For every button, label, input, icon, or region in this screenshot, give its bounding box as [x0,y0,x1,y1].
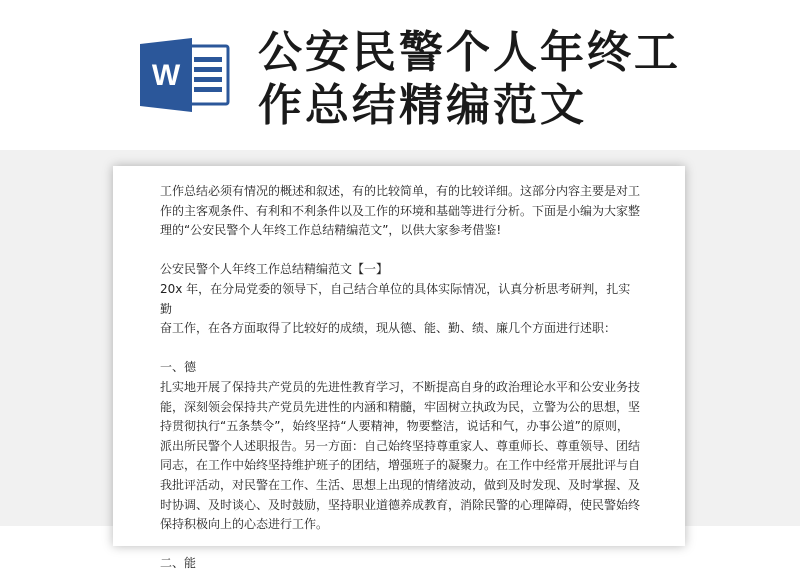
paragraph-line: 20x 年，在分局党委的领导下，自己结合单位的具体实际情况，认真分析思考研判，扎实勤 [160,281,631,316]
intro-line: 理的“公安民警个人年终工作总结精编范文”，以供大家参考借鉴! [160,223,502,238]
title-line-2: 作总结精编范文 [258,80,587,131]
section-heading: 一、德 [160,360,197,375]
title-line-1: 公安民警个人年终工 [258,27,681,78]
paragraph-line: 持贯彻执行“五条禁令”，始终坚持“人要精神，物要整洁，说话和气，办事公道”的原则， [160,419,629,434]
paragraph-line: 时协调、及时谈心、及时鼓励，坚持职业道德养成教育，消除民警的心理障碍，使民警始终 [160,497,641,512]
microsoft-word-icon [140,38,232,112]
paragraph-line: 保持积极向上的心态进行工作。 [160,517,329,532]
paragraph-line: 能，深刻领会保持共产党员先进性的内涵和精髓，牢固树立执政为民，立警为公的思想，坚 [160,399,641,414]
paragraph-line: 派出所民警个人述职报告。另一方面：自己始终坚持尊重家人、尊重师长、尊重领导、团结 [160,438,641,453]
page-title [258,26,688,132]
intro-line: 工作总结必须有情况的概述和叙述，有的比较简单，有的比较详细。这部分内容主要是对工 [160,184,641,198]
section-title: 公安民警个人年终工作总结精编范文【一】 [160,262,389,277]
section-heading: 二、能 [160,556,197,571]
document-body [160,182,640,574]
svg-text:W: W [151,59,181,92]
paragraph-line: 扎实地开展了保持共产党员的先进性教育学习，不断提高自身的政治理论水平和公安业务技 [160,379,641,394]
header [0,0,800,150]
paragraph-line: 我批评活动，对民警在工作、生活、思想上出现的情绪波动，做到及时发现、及时掌握、及 [160,477,641,492]
paragraph-line: 同志，在工作中始终坚持维护班子的团结，增强班子的凝聚力。在工作中经常开展批评与自 [160,458,641,473]
intro-line: 作的主客观条件、有利和不利条件以及工作的环境和基础等进行分析。下面是小编为大家整 [160,203,641,218]
paragraph-line: 奋工作，在各方面取得了比较好的成绩，现从德、能、勤、绩、廉几个方面进行述职： [160,321,617,336]
